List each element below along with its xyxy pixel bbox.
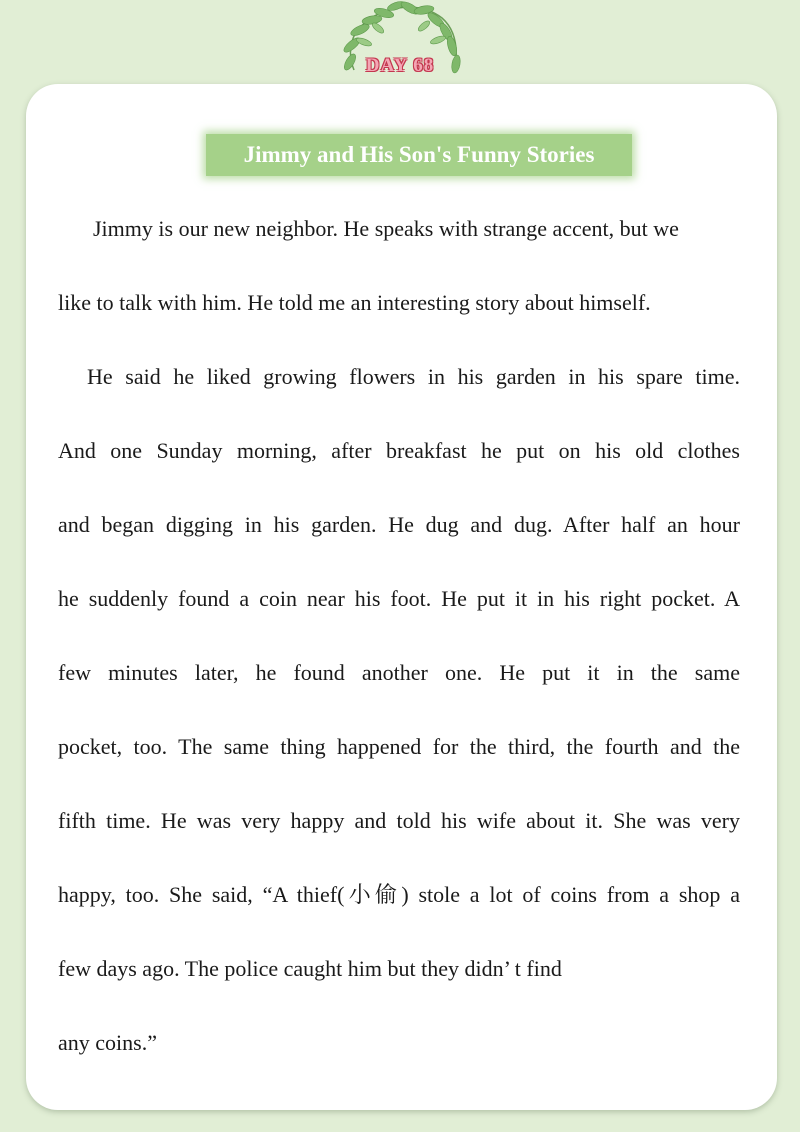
text-line: happy, too. She said, “A thief(小偷) stole a lot of coins from a shop a [58,882,740,907]
text-line: And one Sunday morning, after breakfast he put on his old clothes [58,438,740,463]
text-line: few minutes later, he found another one. He put it in the same [58,660,740,685]
day-label: DAY 68 [365,55,435,76]
text-line: like to talk with him. He told me an interesting story about himself. [58,290,651,315]
story-card [26,84,777,1110]
text-line: Jimmy is our new neighbor. He speaks with strange accent, but we [93,216,679,241]
text-line: He said he liked growing flowers in his garden in his spare time. [87,364,740,389]
text-line: fifth time. He was very happy and told his wife about it. She was very [58,808,740,833]
text-line: few days ago. The police caught him but they didn’ t find [58,956,562,981]
title-banner [206,134,632,176]
text-line: pocket, too. The same thing happened for the third, the fourth and the [58,734,740,759]
text-line: and began digging in his garden. He dug and dug. After half an hour [58,512,740,537]
story-title: Jimmy and His Son's Funny Stories [243,142,595,167]
text-line: any coins.” [58,1030,157,1055]
text-line: he suddenly found a coin near his foot. He put it in his right pocket. A [58,586,740,611]
day-badge [332,0,472,86]
